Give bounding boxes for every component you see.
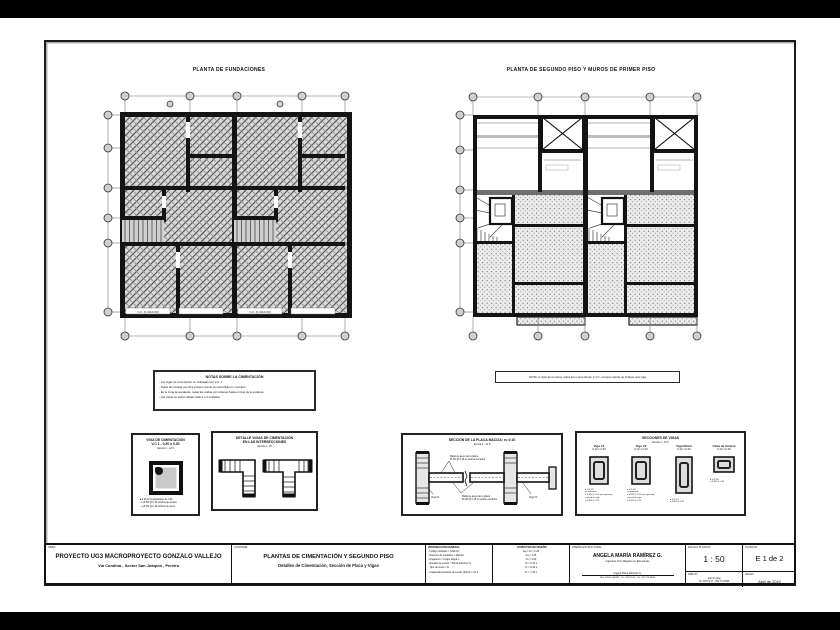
section-notes-dintel — [670, 499, 706, 505]
espectro-item: Aa = Av = 0.25 — [522, 549, 540, 553]
slab-label-left: Viga V1 — [431, 495, 440, 499]
note-line: resto de la viga: — [627, 497, 642, 500]
sheet-content-title: PLANTAS DE CIMENTACIÓN Y SEGUNDO PISO — [263, 554, 394, 560]
detail2-scale: Escala 1 : 25 — [257, 444, 272, 448]
slab-label-right: Viga V1 — [529, 495, 538, 499]
note-line: e Ø 3/8 @ 0.10 (con ganchos) — [627, 494, 655, 497]
detail3-scale: Escala 1 : 12.5 — [473, 442, 491, 446]
info-general-label: INFORMACIÓN GENERAL — [428, 546, 460, 549]
contiene-label: CONTIENE — [234, 546, 248, 549]
section-name: Viga V1 — [593, 444, 605, 448]
letterbox-top — [0, 0, 840, 18]
info-item: - Tipo de suelo = D — [428, 566, 450, 570]
titleblock-dibujo-cell — [686, 572, 743, 587]
intersection-drawing — [213, 450, 316, 504]
slab-ann-bot-2: Ø 3/8 @ 0.15 en ambos sentidos — [462, 497, 497, 501]
detail4-title: SECCIONES DE VIGAS — [641, 435, 680, 440]
detail1-title: VIGA DE CIMENTACIÓN — [146, 437, 185, 442]
titleblock-fecha-cell — [743, 572, 796, 587]
espectro-item: TL = 7.24 s — [524, 570, 538, 574]
detail1-subtitle: V.C.1 - 0.30 x 0.30 — [151, 441, 180, 446]
detail4-scale: Escala 1 : 12.5 — [652, 440, 669, 444]
info-item: - Estudio de suelos = Berta Sánchez G. — [428, 562, 472, 566]
titleblock-engineer-cell — [570, 545, 686, 583]
espectro-item: Fv = 3.00 — [525, 558, 537, 562]
detail3-title: SECCIÓN DE LA PLACA MACIZA: e= 0.10 — [448, 437, 516, 442]
plancha-label: PLANCHA — [745, 546, 758, 549]
detail1-legend — [140, 499, 177, 509]
section-size: 0.12 x 0.20 — [677, 448, 691, 451]
note-line: e Ø 3/8 @ 0.15 — [585, 500, 600, 503]
second-floor-plan-title: PLANTA DE SEGUNDO PISO Y MUROS DE PRIMER PISO — [506, 67, 656, 73]
engineer-name: ANGELA MARÍA RAMÍREZ G. — [592, 553, 663, 559]
titleblock-obra-cell — [46, 545, 232, 583]
slab-ann-top-1: Malla de acero de la placa — [450, 454, 478, 458]
engineer-label: DISEÑO ESTRUCTURAL — [572, 546, 602, 549]
note-line: en extremos: — [585, 491, 598, 494]
slab-section-drawing — [403, 447, 561, 509]
engineer-contact: Mat. 25202-168496 - Tel. 334 55 66 - Cel. 310 774 0898 — [600, 577, 655, 579]
titleblock-contiene-cell — [232, 545, 426, 583]
detail-intersecciones — [211, 431, 318, 511]
note-line: e Ø 3/8 @ 0.15 — [627, 500, 642, 503]
note-line: e Ø 3/8 @ 0.20 — [710, 481, 725, 484]
legend-line: ■ 4 Ø 1/2 longitudinales de 0.60 — [140, 499, 173, 501]
dibujo-label: DIBUJÓ — [688, 573, 698, 576]
scale-value: 1 : 50 — [703, 554, 725, 564]
letterbox-bottom — [0, 612, 840, 630]
project-location: Vía Condina - Sector San Joaquín , Pereira — [98, 562, 179, 568]
sheet-content-sub: Detalles de Cimentación, Sección de Placa y Vigas — [278, 562, 379, 568]
info-item: - Código utilizado = NSR-10 — [428, 549, 460, 553]
note-line: ● 4 Ø 1/2 — [585, 488, 594, 491]
titleblock-escala-cell — [686, 545, 743, 572]
beam-section-viga-v1 — [579, 444, 619, 451]
detail2-title: DETALLE VIGAS DE CIMENTACIÓN — [235, 435, 294, 440]
section-notes-v1 — [585, 489, 625, 504]
foundation-plan-drawing — [98, 86, 360, 344]
section-notes-cinta — [710, 479, 746, 485]
espectro-item: Tc = 0.69 s — [524, 566, 538, 570]
beam-section-cinta — [704, 444, 744, 451]
foundation-plan-title: PLANTA DE FUNDACIONES — [192, 67, 266, 73]
note-line: e Ø 3/8 @ 0.10 (con ganchos) — [585, 494, 613, 497]
espectro-item: Fa = 1.45 — [525, 553, 537, 557]
section-notes-v2 — [627, 489, 667, 504]
titleblock-plancha-cell — [743, 545, 796, 572]
foundation-note: - Todas las riostras son Ø 3 excepto donde se especifique lo contrario — [159, 384, 246, 389]
note-line: ● 4 Ø 1/2 — [627, 488, 636, 491]
project-title: PROYECTO UG3 MACROPROYECTO GONZALO VALLEJO — [55, 554, 222, 560]
section-name: Viga V2 — [635, 444, 647, 448]
detail-secciones-vigas — [575, 431, 746, 516]
dibujo-phone: Tel. 333 03 07 - 300 774 0898 — [698, 581, 730, 584]
detail-viga-cimentacion — [131, 433, 200, 516]
note-line: en extremos: — [627, 491, 640, 494]
sheet-number: E 1 de 2 — [755, 554, 784, 563]
note-line: ● 2 Ø 1/2 — [670, 498, 679, 501]
slab-ann-bot-1: Malla de acero de la placa — [462, 494, 490, 498]
escala-label: ESCALA PLANTAS — [688, 546, 711, 549]
fecha-label: FECHA — [745, 573, 754, 576]
foundation-notes-title: NOTAS SOBRE LA CIMENTACIÓN — [205, 375, 264, 379]
info-item: - Capacidad portante del suelo (SeFu) = 21.2 — [428, 570, 479, 574]
espectro-label: ESPECTRO DE DISEÑO — [517, 546, 547, 549]
second-floor-plan-drawing — [450, 86, 712, 344]
detail2-title2: EN LAS INTERSECCIONES — [242, 439, 287, 444]
foundation-note: - Las vigas de cimentación no indicadas son V.C. 1 — [159, 379, 223, 384]
dibujo-name: Juan P. Arias — [707, 578, 721, 580]
rebar-blob — [155, 467, 163, 475]
slab-note-box: NOTA: A nivel de la placa, todos los muros llevan C.V.1, excepto donde se indique una viga — [495, 371, 680, 383]
foundation-notes-box — [153, 370, 316, 411]
date-value: Abril de 2019 — [758, 580, 781, 584]
note-line: resto de la viga: — [585, 497, 600, 500]
slab-ann-top-2: Ø 3/8 @ 0.15 en ambos sentidos — [450, 457, 485, 461]
legend-line: - e Ø 3/8 @ 0.15 estribos de cierre — [140, 505, 176, 508]
info-item: - Sistema de unidades = Métrico — [428, 553, 464, 557]
section-size: 0.12 x 0.20 — [592, 448, 606, 451]
engineer-title: Ingeniera Civil, Magíster en Estructuras — [605, 560, 650, 563]
beam-section-viga-dintel — [664, 444, 704, 451]
note-line: ● 2 Ø 3/8 — [710, 478, 719, 481]
detail1-scale: Escala 1 : 12.5 — [157, 446, 174, 450]
note-line: e Ø 3/8 @ 0.15 — [670, 501, 685, 504]
titleblock-info-cell — [426, 545, 493, 583]
section-name: Cinta de Amarre — [712, 444, 736, 448]
info-item: - Arquitecto = Felipe Mejía L. — [428, 558, 460, 562]
section-name: Viga Dintel — [676, 444, 692, 448]
detail-placa-maciza — [401, 433, 563, 516]
section-size: 0.12 x 0.20 — [634, 448, 648, 451]
foundation-note: - En la zona de escaleras, todas las celdas van rellenas hasta el nivel de la escalera. — [159, 389, 265, 394]
espectro-item: To = 0.31 s — [524, 562, 538, 566]
foundation-note: - Las casas se deben dilatar cada 2 o 3 unidades — [159, 394, 220, 399]
section-size: 0.12 x 0.10 — [717, 448, 731, 451]
title-block — [44, 543, 796, 585]
beam-section-drawing — [149, 461, 183, 495]
titleblock-espectro-cell — [493, 545, 570, 583]
obra-label: OBRA — [48, 546, 56, 549]
engineer-signature: Angela María Ramírez G. — [582, 572, 674, 576]
beam-section-viga-v2 — [621, 444, 661, 451]
legend-line: - e Ø 3/8 @ 0.15 estribos de amarre — [140, 502, 177, 505]
